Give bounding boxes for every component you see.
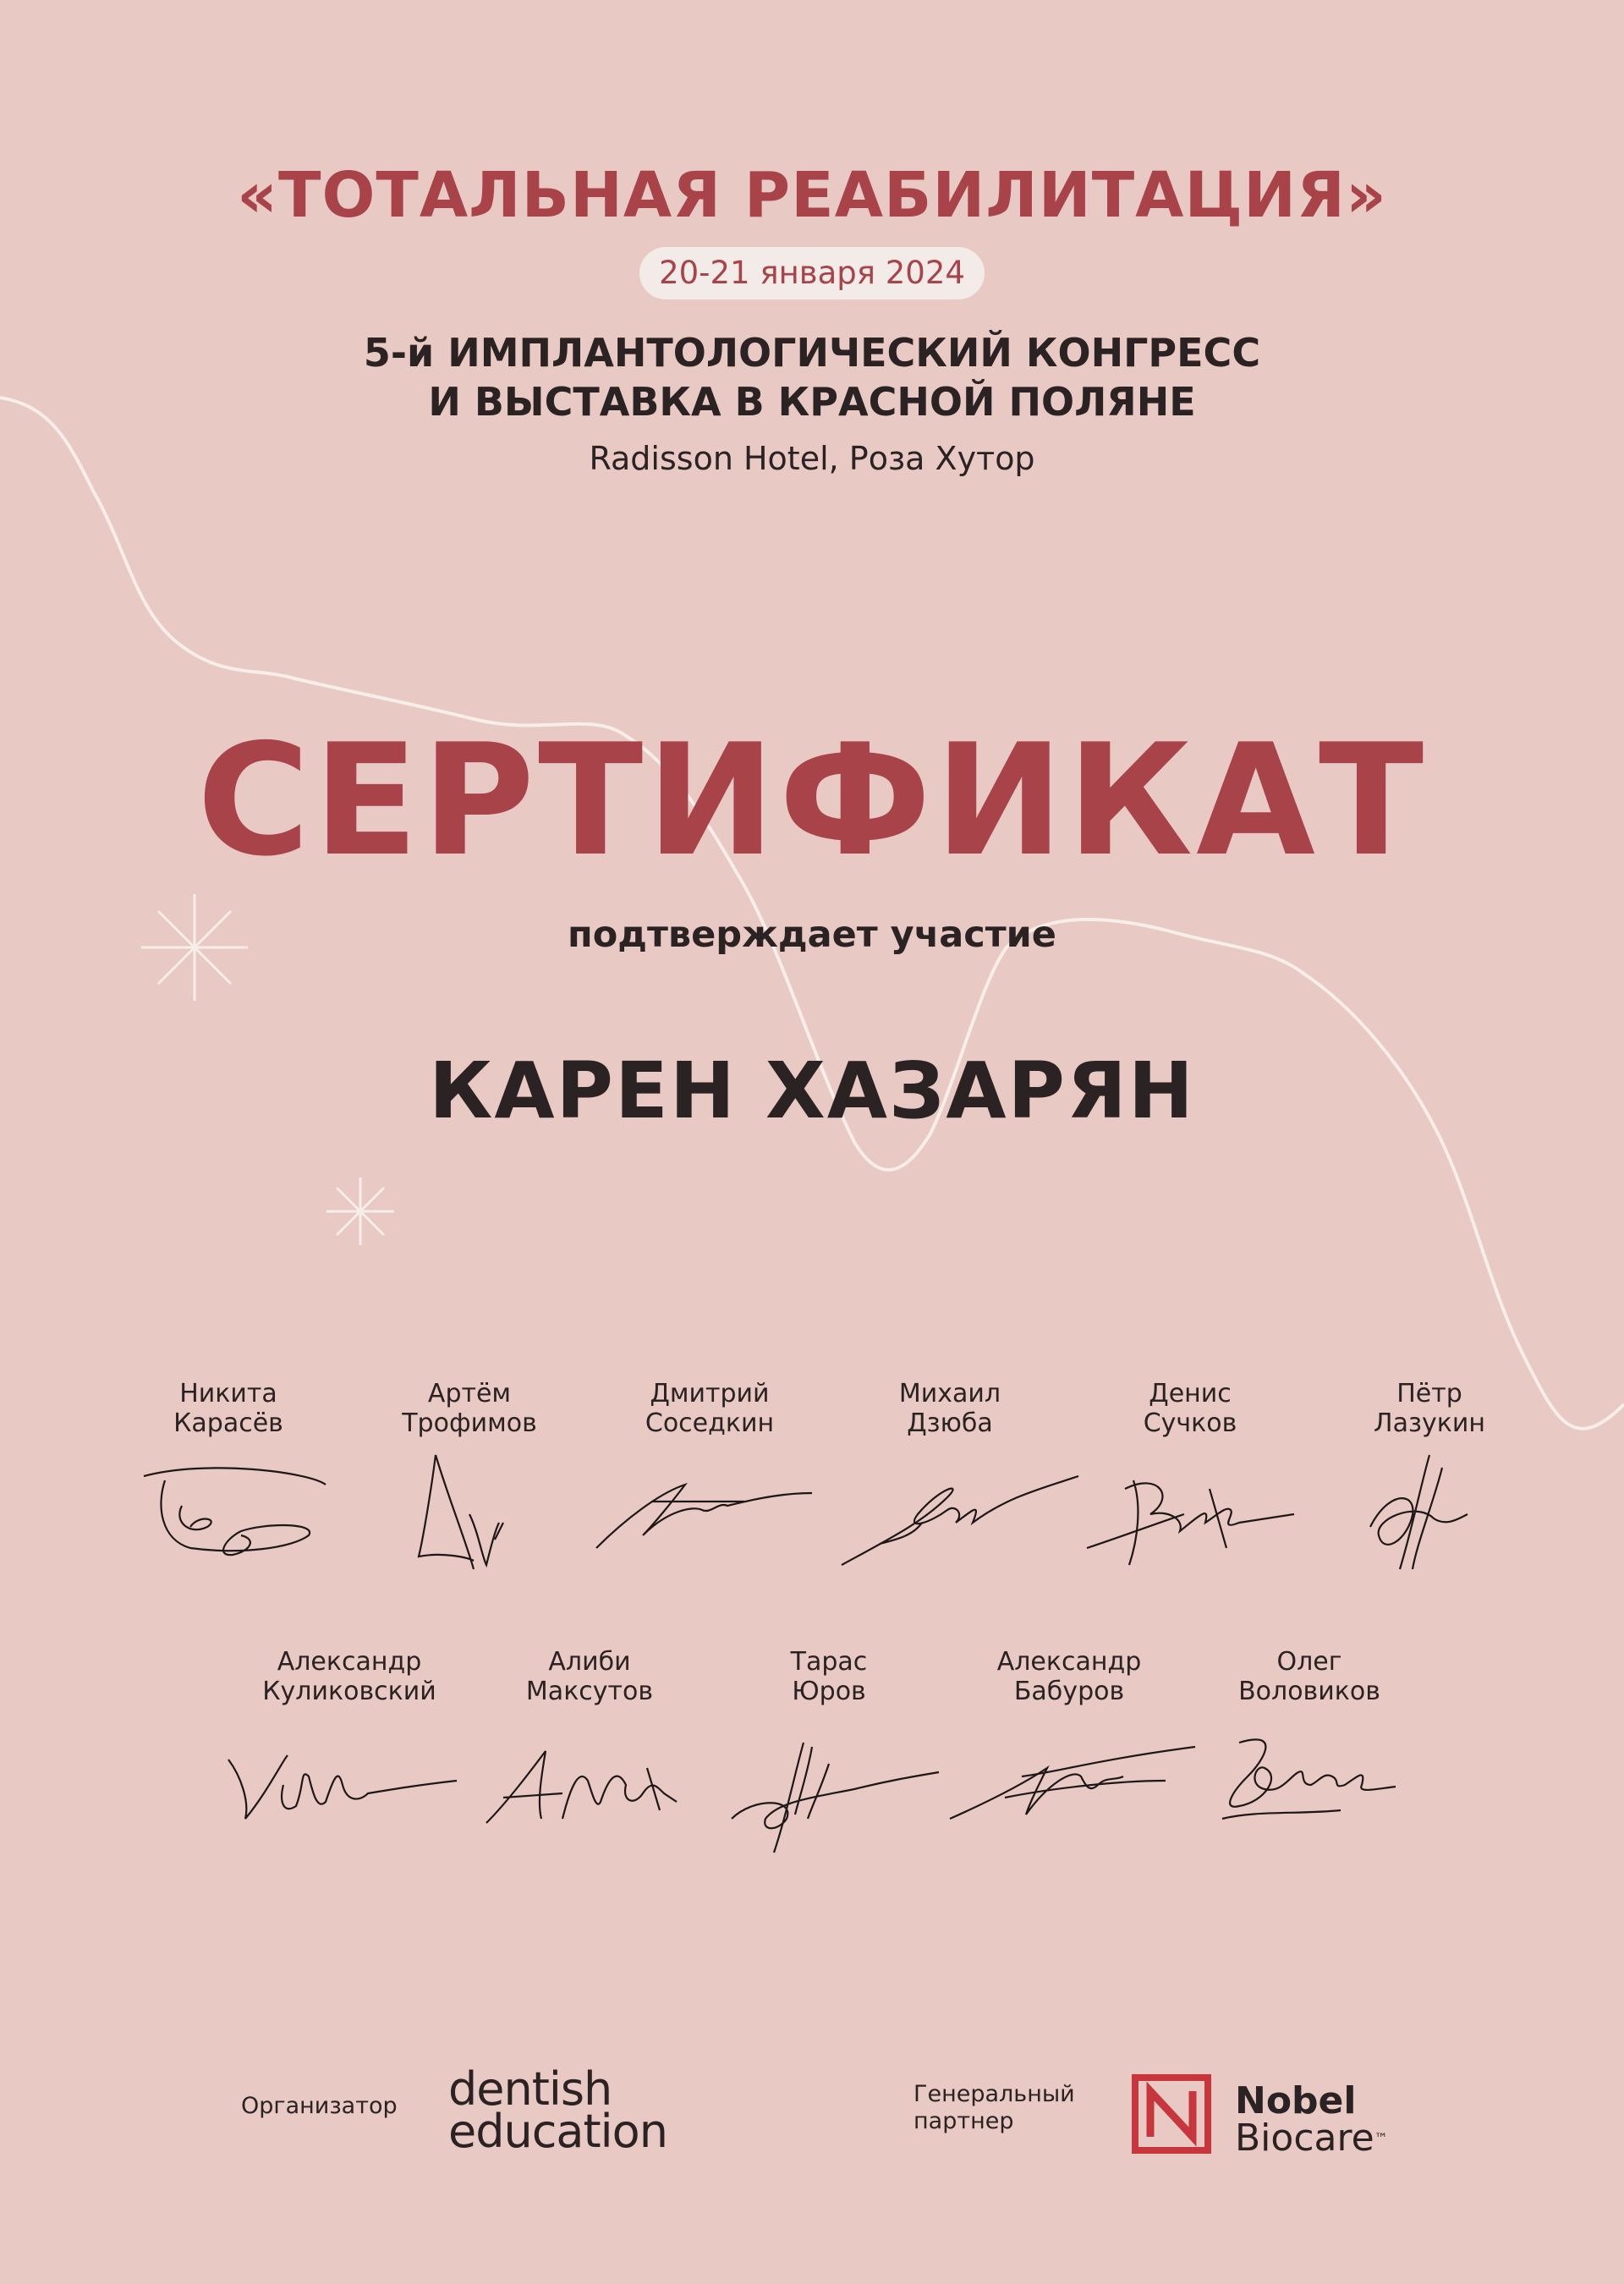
congress-name — [0, 328, 1624, 426]
signature — [592, 1468, 816, 1552]
signature — [224, 1743, 461, 1827]
signer-first-name: Михаил — [898, 1379, 1001, 1408]
partner-label-line-1: Генеральный — [914, 2081, 1075, 2107]
signer-first-name: Александр — [277, 1647, 422, 1677]
dentish-education-logo — [448, 2062, 667, 2158]
signer-last-name: Куликовский — [262, 1677, 436, 1706]
signer-last-name: Дзюба — [907, 1408, 993, 1438]
signer-last-name: Сучков — [1143, 1408, 1237, 1438]
nobel-biocare-logo-mark — [1132, 2074, 1211, 2154]
signature — [946, 1734, 1199, 1827]
certificate-title: СЕРТИФИКАТ — [196, 711, 1428, 890]
recipient-name: КАРЕН ХАЗАРЯН — [429, 1046, 1195, 1136]
venue: Radisson Hotel, Роза Хутор — [589, 440, 1035, 477]
signer-first-name: Алиби — [548, 1647, 631, 1677]
sparkle-icon — [325, 1176, 396, 1247]
signer-name — [1199, 1647, 1419, 1706]
signature — [482, 1734, 681, 1836]
signer-last-name: Максутов — [525, 1677, 654, 1706]
signer-name — [959, 1647, 1179, 1706]
signature — [140, 1455, 334, 1565]
signer-last-name: Карасёв — [173, 1408, 283, 1438]
signer-name — [239, 1647, 459, 1706]
partner-label — [914, 2081, 1075, 2135]
event-date-badge: 20-21 января 2024 — [639, 247, 985, 299]
signer-name — [1080, 1379, 1300, 1438]
signer-first-name: Олег — [1276, 1647, 1342, 1677]
signer-name — [480, 1647, 700, 1706]
signature — [1083, 1455, 1298, 1573]
partner-label-line-2: партнер — [914, 2108, 1014, 2134]
congress-line-1: 5-й ИМПЛАНТОЛОГИЧЕСКИЙ КОНГРЕСС — [363, 330, 1261, 376]
signer-last-name: Бабуров — [1013, 1677, 1125, 1706]
signer-last-name: Соседкин — [645, 1408, 775, 1438]
signer-name — [719, 1647, 939, 1706]
signer-first-name: Денис — [1149, 1379, 1232, 1408]
signature — [1366, 1451, 1476, 1578]
signer-last-name: Трофимов — [402, 1408, 537, 1438]
signature — [837, 1463, 1083, 1573]
signer-name — [359, 1379, 579, 1438]
signer-last-name: Воловиков — [1238, 1677, 1380, 1706]
nobel-logo-line-1: Nobel — [1235, 2079, 1357, 2122]
signer-name — [1320, 1379, 1539, 1438]
trademark-symbol: ™ — [1374, 2130, 1388, 2146]
dentish-logo-line-2: education — [448, 2105, 667, 2158]
signer-name — [840, 1379, 1060, 1438]
signer-name — [118, 1379, 338, 1438]
signature — [727, 1738, 943, 1857]
signature — [414, 1447, 516, 1573]
nobel-logo-biocare: Biocare — [1235, 2117, 1374, 2160]
signature — [1214, 1726, 1400, 1827]
signer-first-name: Никита — [179, 1379, 277, 1408]
confirms-participation: подтверждает участие — [568, 914, 1056, 956]
signer-first-name: Артём — [427, 1379, 512, 1408]
signer-name — [600, 1379, 820, 1438]
nobel-logo-line-2 — [1235, 2117, 1388, 2160]
signer-first-name: Дмитрий — [650, 1379, 770, 1408]
signer-last-name: Юров — [792, 1677, 866, 1706]
organizer-label: Организатор — [241, 2093, 398, 2119]
signer-last-name: Лазукин — [1374, 1408, 1485, 1438]
dentish-logo-line-1: dentish — [448, 2062, 612, 2116]
signer-first-name: Александр — [996, 1647, 1142, 1677]
congress-line-2: И ВЫСТАВКА В КРАСНОЙ ПОЛЯНЕ — [428, 379, 1196, 425]
event-title: «ТОТАЛЬНАЯ РЕАБИЛИТАЦИЯ» — [237, 159, 1387, 232]
signer-first-name: Пётр — [1396, 1379, 1462, 1408]
nobel-biocare-logo-text — [1235, 2079, 1388, 2160]
signer-first-name: Тарас — [790, 1647, 868, 1677]
